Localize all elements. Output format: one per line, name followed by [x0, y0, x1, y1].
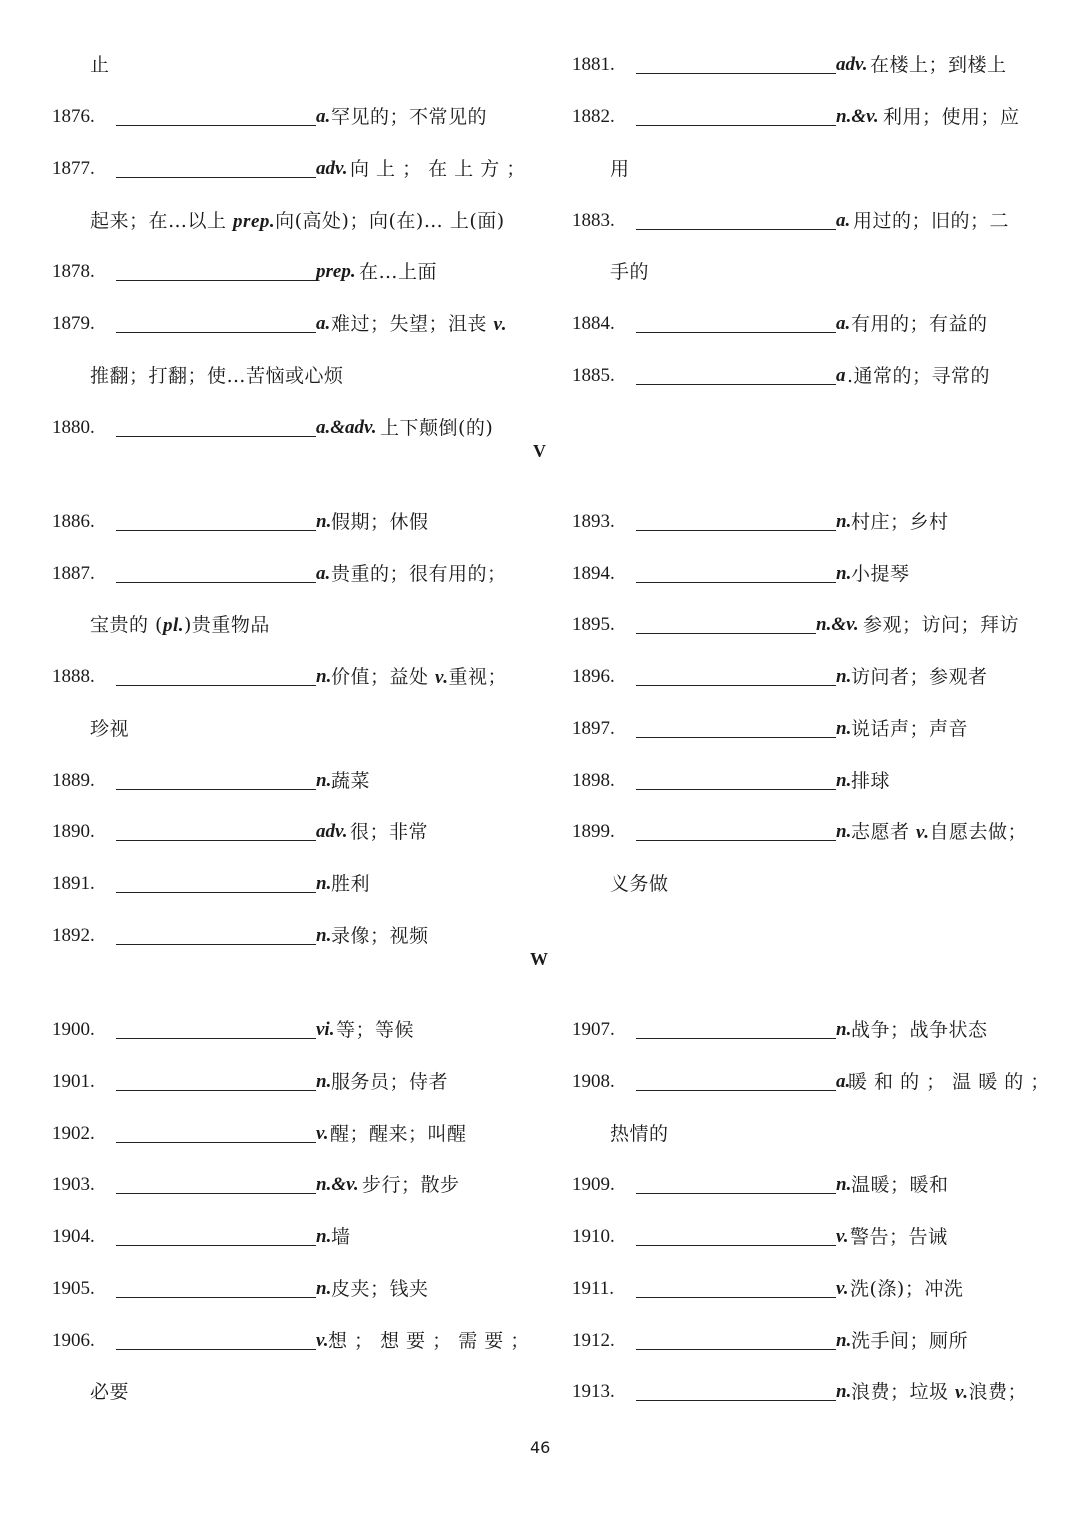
definition: 警告；告诫 — [850, 1226, 948, 1248]
entry-number: 1911. — [572, 1278, 615, 1299]
part-of-speech: n.&v. — [316, 1174, 359, 1195]
definition: 服务员；侍者 — [331, 1071, 449, 1093]
answer-blank[interactable] — [636, 840, 836, 841]
entry-1888 — [52, 662, 522, 692]
entry-number: 1893. — [572, 511, 615, 532]
entry-number: 1912. — [572, 1330, 615, 1351]
entry-1877 — [52, 154, 526, 184]
answer-blank[interactable] — [636, 582, 836, 583]
entry-number: 1887. — [52, 563, 95, 584]
answer-blank[interactable] — [636, 1297, 836, 1298]
part-of-speech: n. — [316, 770, 332, 791]
definition: 等；等候 — [336, 1019, 415, 1041]
entry-continuation: 珍视 — [90, 718, 130, 740]
part-of-speech: a. — [316, 106, 331, 127]
definition: 在…上面 — [359, 261, 438, 283]
part-of-speech: n. — [316, 1278, 332, 1299]
answer-blank[interactable] — [636, 789, 836, 790]
entry-number: 1913. — [572, 1381, 615, 1402]
entry-number: 1886. — [52, 511, 95, 532]
part-of-speech: n. — [836, 770, 852, 791]
answer-blank[interactable] — [636, 1349, 836, 1350]
part-of-speech: n. — [836, 666, 852, 687]
entry-number: 1910. — [572, 1226, 615, 1247]
entry-1909 — [572, 1170, 1042, 1200]
part-of-speech: n. — [316, 511, 332, 532]
definition: 小提琴 — [851, 563, 910, 585]
entry-number: 1877. — [52, 158, 95, 179]
part-of-speech: pl. — [162, 615, 184, 636]
answer-blank[interactable] — [116, 840, 316, 841]
entry-continuation — [90, 206, 505, 236]
answer-blank[interactable] — [116, 177, 316, 178]
entry-1883 — [572, 206, 1042, 236]
answer-blank[interactable] — [116, 685, 316, 686]
part-of-speech: a — [836, 365, 846, 386]
part-of-speech: v. — [836, 1278, 849, 1299]
definition: 村庄；乡村 — [851, 511, 949, 533]
part-of-speech: a. — [316, 563, 331, 584]
entry-1903 — [52, 1170, 522, 1200]
entry-1884 — [572, 309, 1042, 339]
answer-blank[interactable] — [116, 892, 316, 893]
entry-1892 — [52, 921, 522, 951]
definition: 醒；醒来；叫醒 — [330, 1123, 467, 1145]
definition: 利用；使用；应 — [883, 106, 1020, 128]
entry-1897 — [572, 714, 1042, 744]
entry-1900 — [52, 1015, 522, 1045]
entry-continuation: 必要 — [90, 1381, 130, 1403]
part-of-speech: a. — [836, 1071, 851, 1092]
entry-1911 — [572, 1274, 1042, 1304]
definition: 步行；散步 — [362, 1174, 460, 1196]
definition: 浪费；垃圾 v.浪费； — [851, 1381, 1028, 1403]
entry-1878 — [52, 257, 522, 287]
part-of-speech: v. — [435, 667, 449, 688]
entry-number: 1896. — [572, 666, 615, 687]
answer-blank[interactable] — [636, 685, 836, 686]
part-of-speech: n. — [836, 511, 852, 532]
answer-blank[interactable] — [116, 436, 316, 437]
answer-blank[interactable] — [636, 1090, 836, 1091]
answer-blank[interactable] — [116, 1142, 316, 1143]
answer-blank[interactable] — [116, 582, 316, 583]
entry-number: 1878. — [52, 261, 95, 282]
entry-number: 1898. — [572, 770, 615, 791]
answer-blank[interactable] — [116, 530, 316, 531]
answer-blank[interactable] — [116, 1349, 316, 1350]
part-of-speech: n. — [316, 1071, 332, 1092]
part-of-speech: v. — [916, 822, 930, 843]
definition: 上下颠倒(的) — [380, 417, 494, 439]
entry-number: 1891. — [52, 873, 95, 894]
entry-number: 1888. — [52, 666, 95, 687]
part-of-speech: a. — [836, 210, 851, 231]
definition: 墙 — [331, 1226, 351, 1248]
entry-number: 1880. — [52, 417, 95, 438]
answer-blank[interactable] — [116, 125, 316, 126]
entry-1913 — [572, 1377, 1042, 1407]
entry-continuation: 热情的 — [610, 1123, 669, 1145]
section-heading-w: W — [530, 949, 548, 969]
definition: 志愿者 v.自愿去做； — [851, 821, 1028, 843]
entry-1907 — [572, 1015, 1042, 1045]
entry-number: 1876. — [52, 106, 95, 127]
entry-1885 — [572, 361, 1042, 391]
entry-1905 — [52, 1274, 522, 1304]
entry-number: 1884. — [572, 313, 615, 334]
entry-1902 — [52, 1119, 522, 1149]
entry-1890 — [52, 817, 522, 847]
entry-number: 1894. — [572, 563, 615, 584]
entry-1908 — [572, 1067, 1050, 1097]
answer-blank[interactable] — [636, 1400, 836, 1401]
entry-1879 — [52, 309, 522, 339]
definition: 想 ； 想 要 ； 需 要 ； — [328, 1330, 530, 1352]
answer-blank[interactable] — [636, 229, 836, 230]
entry-1906 — [52, 1326, 530, 1356]
answer-blank[interactable] — [116, 789, 316, 790]
entry-number: 1892. — [52, 925, 95, 946]
entry-1882 — [572, 102, 1042, 132]
entry-number: 1907. — [572, 1019, 615, 1040]
definition: 难过；失望；沮丧 v. — [331, 313, 508, 335]
entry-1901 — [52, 1067, 522, 1097]
answer-blank[interactable] — [636, 384, 836, 385]
part-of-speech: n. — [316, 925, 332, 946]
entry-1894 — [572, 559, 1042, 589]
entry-1910 — [572, 1222, 1042, 1252]
entry-1912 — [572, 1326, 1042, 1356]
definition: 温暖；暖和 — [851, 1174, 949, 1196]
definition: 价值；益处 v.重视； — [331, 666, 508, 688]
entry-number: 1902. — [52, 1123, 95, 1144]
entry-number: 1882. — [572, 106, 615, 127]
section-heading-v: V — [533, 441, 546, 461]
entry-number: 1906. — [52, 1330, 95, 1351]
part-of-speech: n. — [836, 1330, 852, 1351]
definition: 很；非常 — [350, 821, 429, 843]
answer-blank[interactable] — [116, 1193, 316, 1194]
answer-blank[interactable] — [116, 944, 316, 945]
definition: 访问者；参观者 — [851, 666, 988, 688]
entry-continuation: 止 — [90, 54, 110, 76]
definition-part: )贵重物品 — [183, 614, 270, 636]
part-of-speech: n.&v. — [816, 614, 859, 635]
entry-number: 1897. — [572, 718, 615, 739]
entry-1904 — [52, 1222, 522, 1252]
entry-continuation: 用 — [610, 158, 630, 180]
part-of-speech: v. — [493, 314, 508, 335]
definition: 有用的；有益的 — [851, 313, 988, 335]
part-of-speech: vi. — [316, 1019, 335, 1040]
answer-blank[interactable] — [116, 280, 316, 281]
page-number: 46 — [530, 1438, 551, 1457]
entry-continuation: 义务做 — [610, 873, 669, 895]
part-of-speech: prep. — [316, 261, 356, 282]
definition: 皮夹；钱夹 — [331, 1278, 429, 1300]
definition: 贵重的；很有用的； — [331, 563, 507, 585]
part-of-speech: prep. — [233, 211, 276, 232]
entry-number: 1881. — [572, 54, 615, 75]
definition-part: 向(高处)；向(在)… 上(面) — [275, 210, 505, 232]
entry-1887 — [52, 559, 522, 589]
answer-blank[interactable] — [636, 530, 836, 531]
entry-1886 — [52, 507, 522, 537]
definition-part: 起来；在…以上 — [90, 210, 234, 232]
entry-1899 — [572, 817, 1042, 847]
part-of-speech: n. — [836, 1019, 852, 1040]
definition: 录像；视频 — [331, 925, 429, 947]
part-of-speech: n. — [836, 718, 852, 739]
answer-blank[interactable] — [636, 737, 836, 738]
definition: 向 上 ； 在 上 方 ； — [350, 158, 526, 180]
part-of-speech: n. — [836, 563, 852, 584]
definition: 暖 和 的 ； 温 暖 的 ； — [848, 1071, 1050, 1093]
entry-number: 1885. — [572, 365, 615, 386]
definition: 胜利 — [331, 873, 371, 895]
entry-continuation: 手的 — [610, 261, 650, 283]
answer-blank[interactable] — [116, 332, 316, 333]
definition: 说话声；声音 — [851, 718, 969, 740]
definition: 洗手间；厕所 — [851, 1330, 969, 1352]
entry-number: 1909. — [572, 1174, 615, 1195]
entry-1889 — [52, 766, 522, 796]
answer-blank[interactable] — [116, 1245, 316, 1246]
answer-blank[interactable] — [636, 1038, 836, 1039]
definition: 参观；访问；拜访 — [863, 614, 1020, 636]
entry-number: 1905. — [52, 1278, 95, 1299]
entry-number: 1904. — [52, 1226, 95, 1247]
part-of-speech: n. — [836, 1381, 852, 1402]
answer-blank[interactable] — [636, 125, 836, 126]
part-of-speech: adv. — [836, 54, 868, 75]
part-of-speech: n. — [836, 1174, 852, 1195]
entry-number: 1908. — [572, 1071, 615, 1092]
part-of-speech: a. — [316, 313, 331, 334]
answer-blank[interactable] — [116, 1090, 316, 1091]
answer-blank[interactable] — [636, 633, 816, 634]
entry-number: 1903. — [52, 1174, 95, 1195]
entry-number: 1879. — [52, 313, 95, 334]
entry-1895 — [572, 610, 1042, 640]
part-of-speech: adv. — [316, 821, 348, 842]
definition: .通常的；寻常的 — [847, 365, 991, 387]
entry-continuation: 推翻；打翻；使…苦恼或心烦 — [90, 365, 344, 387]
answer-blank[interactable] — [636, 1193, 836, 1194]
answer-blank[interactable] — [116, 1297, 316, 1298]
entry-number: 1901. — [52, 1071, 95, 1092]
part-of-speech: v. — [955, 1382, 969, 1403]
entry-1876 — [52, 102, 522, 132]
entry-1880 — [52, 413, 522, 443]
entry-continuation — [90, 610, 270, 640]
entry-1898 — [572, 766, 1042, 796]
entry-number: 1883. — [572, 210, 615, 231]
part-of-speech: n. — [836, 821, 852, 842]
part-of-speech: a.&adv. — [316, 417, 377, 438]
definition: 洗(涤)；冲洗 — [850, 1278, 964, 1300]
entry-number: 1889. — [52, 770, 95, 791]
part-of-speech: v. — [316, 1123, 329, 1144]
answer-blank[interactable] — [636, 73, 836, 74]
part-of-speech: n.&v. — [836, 106, 879, 127]
answer-blank[interactable] — [636, 1245, 836, 1246]
part-of-speech: n. — [316, 666, 332, 687]
part-of-speech: n. — [316, 873, 332, 894]
definition: 假期；休假 — [331, 511, 429, 533]
entry-number: 1895. — [572, 614, 615, 635]
answer-blank[interactable] — [116, 1038, 316, 1039]
part-of-speech: n. — [316, 1226, 332, 1247]
entry-1881 — [572, 50, 1042, 80]
entry-1896 — [572, 662, 1042, 692]
definition: 排球 — [851, 770, 891, 792]
part-of-speech: v. — [316, 1330, 329, 1351]
entry-1891 — [52, 869, 522, 899]
definition: 用过的；旧的；二 — [853, 210, 1010, 232]
part-of-speech: v. — [836, 1226, 849, 1247]
entry-number: 1890. — [52, 821, 95, 842]
entry-number: 1900. — [52, 1019, 95, 1040]
part-of-speech: adv. — [316, 158, 348, 179]
entry-number: 1899. — [572, 821, 615, 842]
definition-part: 宝贵的 ( — [90, 614, 163, 636]
part-of-speech: a. — [836, 313, 851, 334]
entry-1893 — [572, 507, 1042, 537]
definition: 蔬菜 — [331, 770, 371, 792]
definition: 战争；战争状态 — [851, 1019, 988, 1041]
answer-blank[interactable] — [636, 332, 836, 333]
definition: 在楼上；到楼上 — [870, 54, 1007, 76]
definition: 罕见的；不常见的 — [331, 106, 488, 128]
